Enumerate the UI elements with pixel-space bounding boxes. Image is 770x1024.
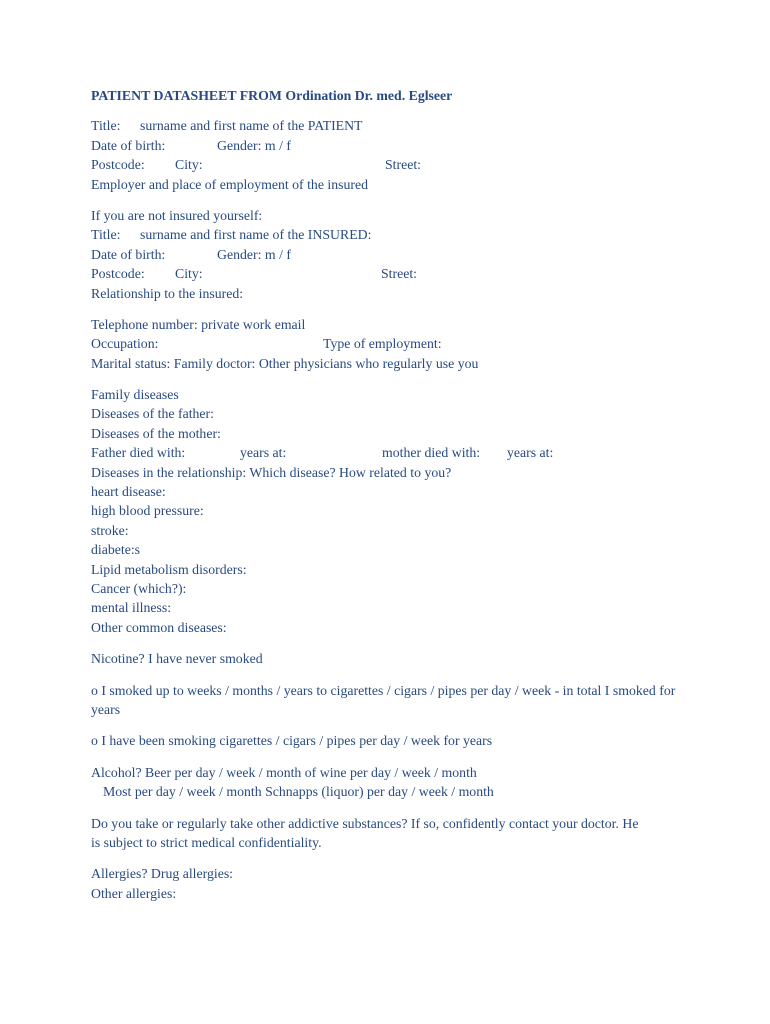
father-years-label: years at: bbox=[240, 445, 287, 461]
mother-years-label: years at: bbox=[507, 445, 554, 461]
addictive-section bbox=[91, 814, 731, 853]
father-diseases-label: Diseases of the father: bbox=[91, 406, 214, 422]
patient-address-row bbox=[91, 155, 731, 174]
disease-item: heart disease: bbox=[91, 484, 166, 500]
insured-postcode-label: Postcode: bbox=[91, 266, 145, 282]
disease-item: Other common diseases: bbox=[91, 619, 227, 635]
other-allergies-label: Other allergies: bbox=[91, 885, 177, 901]
patient-employer-label: Employer and place of employment of the insured bbox=[91, 176, 369, 192]
insured-intro: If you are not insured yourself: bbox=[91, 207, 263, 223]
patient-street-label: Street: bbox=[385, 157, 422, 173]
nicotine-option-1-text: o I smoked up to weeks / months / years to cigarettes / cigars / pipes per day / week - in total I smoked for years bbox=[91, 682, 676, 717]
insured-title-label: Title: bbox=[91, 227, 121, 243]
insured-title-row bbox=[91, 225, 731, 244]
family-heading: Family diseases bbox=[91, 387, 179, 403]
marital-status-label: Marital status: Family doctor: Other physicians who regularly use you bbox=[91, 355, 479, 371]
insured-gender-label: Gender: m / f bbox=[217, 246, 291, 262]
patient-gender-label: Gender: m / f bbox=[217, 137, 291, 153]
allergies-section bbox=[91, 864, 731, 903]
employment-type-label: Type of employment: bbox=[323, 336, 442, 352]
insured-city-label: City: bbox=[175, 266, 203, 282]
patient-title-row bbox=[91, 116, 731, 135]
insured-dob-label: Date of birth: bbox=[91, 246, 166, 262]
occupation-label: Occupation: bbox=[91, 336, 159, 352]
nicotine-question bbox=[91, 649, 731, 668]
nicotine-question-text: Nicotine? I have never smoked bbox=[91, 651, 263, 667]
disease-item: mental illness: bbox=[91, 600, 172, 616]
father-died-label: Father died with: bbox=[91, 445, 186, 461]
relationship-diseases-label: Diseases in the relationship: Which disease? How related to you? bbox=[91, 464, 452, 480]
drug-allergies-label: Allergies? Drug allergies: bbox=[91, 866, 234, 882]
nicotine-option-1 bbox=[91, 681, 731, 720]
nicotine-option-2 bbox=[91, 731, 731, 750]
disease-item: high blood pressure: bbox=[91, 503, 204, 519]
insured-street-label: Street: bbox=[381, 266, 418, 282]
disease-item: stroke: bbox=[91, 522, 129, 538]
patient-section bbox=[91, 116, 731, 194]
patient-postcode-label: Postcode: bbox=[91, 157, 145, 173]
contact-section bbox=[91, 315, 731, 373]
insured-name-label: surname and first name of the INSURED: bbox=[140, 227, 372, 243]
insured-relationship-label: Relationship to the insured: bbox=[91, 285, 244, 301]
death-row bbox=[91, 443, 731, 462]
disease-item: Lipid metabolism disorders: bbox=[91, 561, 247, 577]
nicotine-option-2-text: o I have been smoking cigarettes / cigars / pipes per day / week for years bbox=[91, 733, 493, 749]
occupation-row bbox=[91, 334, 731, 353]
patient-dob-label: Date of birth: bbox=[91, 137, 166, 153]
patient-city-label: City: bbox=[175, 157, 203, 173]
insured-dob-row bbox=[91, 245, 731, 264]
family-section bbox=[91, 385, 731, 637]
patient-dob-row bbox=[91, 136, 731, 155]
patient-title-label: Title: bbox=[91, 118, 121, 134]
insured-address-row bbox=[91, 264, 731, 283]
alcohol-line-2: Most per day / week / month Schnapps (liquor) per day / week / month bbox=[103, 784, 494, 800]
disease-item: Cancer (which?): bbox=[91, 581, 187, 596]
disease-item: diabete:s bbox=[91, 542, 141, 558]
alcohol-line-1: Alcohol? Beer per day / week / month of wine per day / week / month bbox=[91, 764, 477, 780]
addictive-text: Do you take or regularly take other addictive substances? If so, confidently contact your doctor. He is subject to strict medical confidentiality. bbox=[91, 815, 639, 850]
telephone-label: Telephone number: private work email bbox=[91, 316, 306, 332]
alcohol-section bbox=[91, 763, 731, 802]
datasheet-page bbox=[91, 86, 731, 915]
insured-section bbox=[91, 206, 731, 303]
page-title: PATIENT DATASHEET FROM Ordination Dr. med. Eglseer bbox=[91, 88, 453, 103]
mother-diseases-label: Diseases of the mother: bbox=[91, 425, 221, 441]
mother-died-label: mother died with: bbox=[382, 445, 481, 461]
patient-name-label: surname and first name of the PATIENT bbox=[140, 118, 363, 134]
